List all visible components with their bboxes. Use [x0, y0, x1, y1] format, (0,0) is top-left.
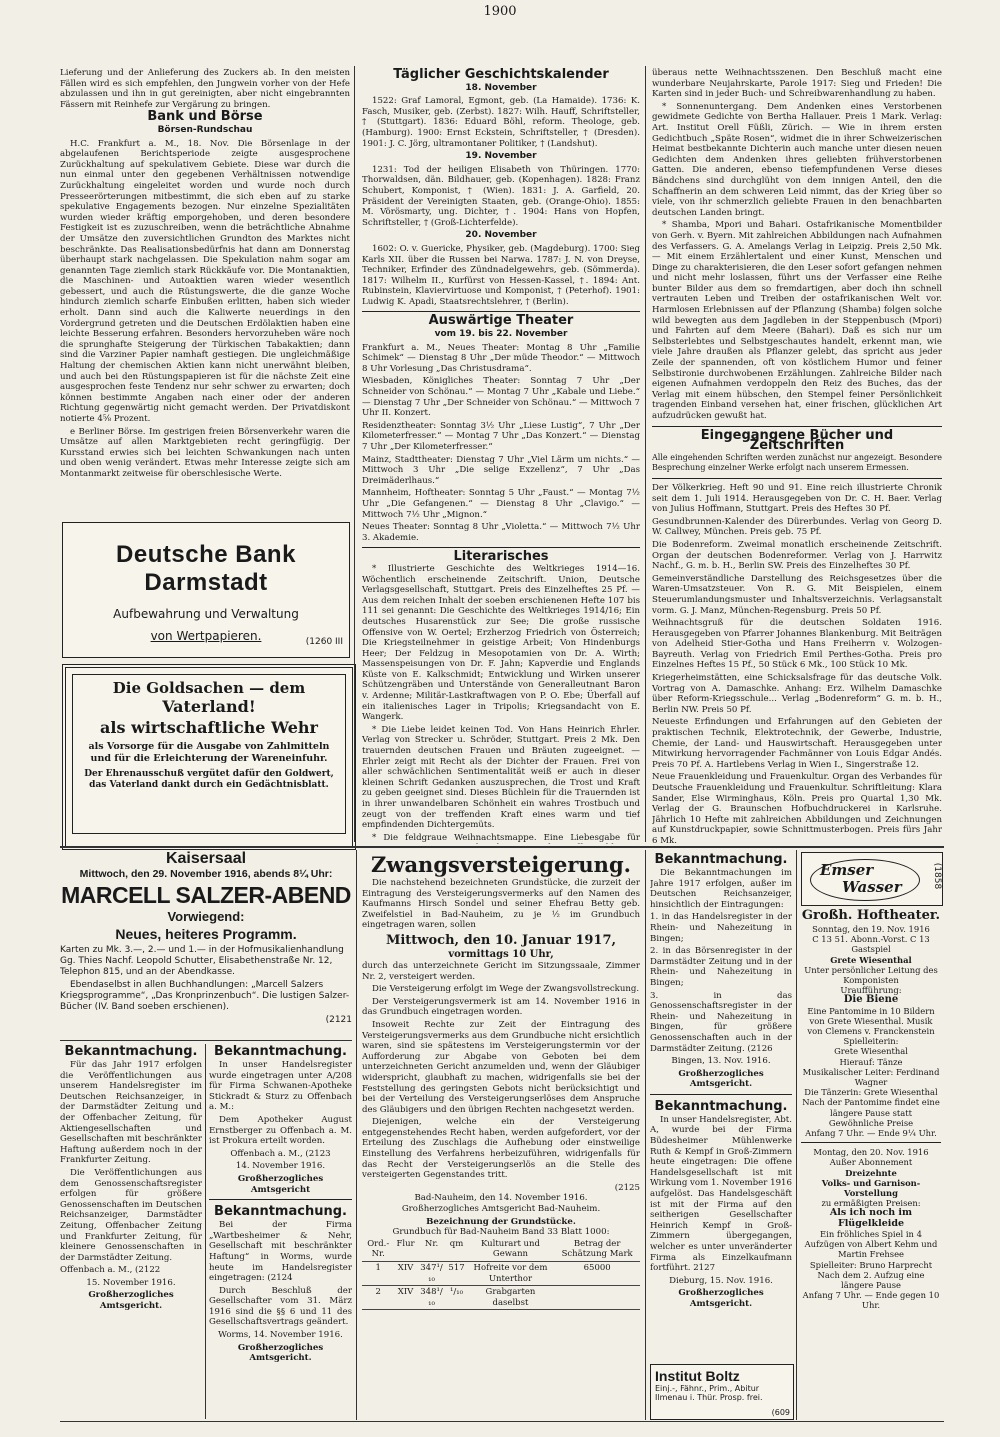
notice-place: Dieburg, 15. Nov. 1916.	[669, 1275, 773, 1286]
program-line: Grete Wiesenthal	[834, 1046, 908, 1057]
ad-body: Ebendaselbst in allen Buchhandlungen: „Marcell Salzers Kriegsprogramme“, „Das Kronprinzenbuch“. Die lustigen Salzer-Bücher (IV. Band soeben erschienen).	[60, 980, 350, 1012]
divider	[362, 311, 640, 312]
table-cell: XIV	[394, 1286, 416, 1310]
theater-entry: Frankfurt a. M., Neues Theater: Montag 8 Uhr „Familie Schimek“ — Dienstag 8 Uhr „Der müde Theodor.“ — Mittwoch 8 Uhr Vorlesung „Das Christusdrama“.	[362, 342, 640, 374]
notice-text: Bei der Firma „Wartbesheimer & Nehr, Gesellschaft mit beschränkter Haftung“ in Worms, wurde heute im Handelsregister eingetragen: (2124	[209, 1220, 352, 1284]
program-line: Gastspiel	[851, 944, 891, 955]
notice-text: Die Veröffentlichungen aus dem Genossenschaftsregister erfolgen für größere Genossenschaften im Deutschen Reichsanzeiger, Darmstädter Zeitung, Offenbacher Zeitung und Frankfurter Zeitung, für kleinere Genossenschaften in der Darmstädter Zeitung.	[60, 1167, 202, 1263]
column-bank-boerse	[60, 68, 350, 496]
literature-entry: * Illustrierte Geschichte des Weltkrieges 1914—16. Wöchentlich erscheinende Zeitschrift. Union, Deutsche Verlagsgesellschaft, Stuttgart. Preis des Einzelheftes 25 Pf. — Aus dem reichen Inhalt der soeben erschienenen Hefte 107 bis 111 sei genannt: Die Geschichte des Weltkrieges 1914/16; Ein deutsches Husarenstück zur See; Die große russische Offensive von W. Oertel; Erzherzog Friedrich von Österreich; Die Kriegsteilnehmer in geistige Arbeit; Von Hindenburgs Heer; Der Feldzug in Mesopotamien von Dr. A. Wirth; Massenspeisungen von Dr. F. Jahn; Kapverdie und Englands Küste von E. Kalkschmidt; Entwicklung und Wirken unserer Schützengräben und Unterstände von Generalleutnant Baron v. Ardenne; Militär-Lastkraftwagen von P. O. Ebe; Überfall auf ein italienisches Lager in Tripolis; Kriegsandacht von E. Wangerk.	[362, 563, 640, 723]
calendar-entry: 1602: O. v. Guericke, Physiker, geb. (Magdeburg). 1700: Sieg Karls XII. über die Russen bei Narwa. 1787: J. N. von Dreyse, Techniker, Erfinder des Zündnadelgewehrs, geb. (Sömmerda). 1817: Wilhelm II., Kurfürst von Hessen-Kassel, †. 1894: Ant. Rubinstein, Klaviervirtuose und Komponist, † (Peterhof). 1901: Ludwig K. Apadi, Staatsrechtslehrer, † (Berlin).	[362, 243, 640, 307]
auction-date: Mittwoch, den 10. Januar 1917,	[385, 932, 617, 948]
notice-signature: Großherzogliches Amtsgericht Bad-Nauheim.	[401, 1204, 601, 1215]
ad-line: Vaterland!	[162, 697, 256, 716]
calendar-date: 19. November	[465, 151, 537, 162]
intro-text: Lieferung und der Anlieferung des Zuckers ab. In den meisten Fällen wird es sich empfehlen, den Jungwein vorher von der Hefe abzulassen und ihn in gut gereinigten, aber nicht eingebrannten Fässern mit Reinhefe zur Vergärung zu bringen.	[60, 68, 350, 110]
notice-text: Insoweit Rechte zur Zeit der Eintragung des Versteigerungsvermerks aus dem Grundbuche nicht ersichtlich waren, sind sie spätestens im Versteigerungstermin vor der Aufforderung zur Abgabe von Geboten bei dem unterzeichneten Gericht anzumelden und, wenn der Gläubiger widerspricht, glaubhaft zu machen, widrigenfalls sie bei der Feststellung des geringsten Gebots nicht berücksichtigt und bei der Verteilung des Versteigerungserlöses dem Anspruche des Gläubigers und den übrigen Rechten nachgesetzt werden.	[362, 1019, 640, 1115]
notice-title: Zwangsversteigerung.	[371, 852, 631, 877]
book-entry: Neue Frauenkleidung und Frauenkultur. Organ des Verbandes für Deutsche Frauenkleidung und Frauenkultur. Schriftleitung: Klara Sander, Else Wirminghaus, Köln. Preis pro Quartal 1,30 Mk. Verlag der G. Braunschen Hofbuchdruckerei in Karlsruhe. Jährlich 10 Hefte mit zahlreichen Abbildungen und Zeichnungen auf Kunstdruckpapier, sowie Schnittmusterbogen. Preis fürs Jahr 6 Mk.	[652, 772, 942, 844]
notice-text: Der Versteigerungsvermerk ist am 14. November 1916 in das Grundbuch eingetragen worden.	[362, 996, 640, 1018]
section-divider	[60, 846, 944, 848]
table-cell: 347¹/₁₀	[417, 1262, 447, 1286]
notice-item: 2. in das Börsenregister in der Darmstädter Zeitung und in der Rhein- und Nahezeitung in Bingen;	[650, 946, 792, 988]
ad-ref: (1858	[931, 862, 942, 890]
section-subheading: Börsen-Rundschau	[157, 124, 253, 135]
program-line: C 13 51. Abonn.-Vorst. C 13	[812, 934, 930, 945]
notice-signature: Großherzogliches Amtsgericht.	[237, 1342, 324, 1364]
program-line: Hierauf: Tänze	[839, 1056, 903, 1067]
column-books	[652, 68, 942, 844]
book-entry: Der Völkerkrieg. Heft 90 und 91. Eine reich illustrierte Chronik seit dem 1. Juli 1914. Herausgegeben von Dr. C. H. Baer. Verlag von Julius Hoffmann, Stuttgart. Preis des Heftes 30 Pf.	[652, 482, 942, 515]
notice-title: Bekanntmachung.	[654, 852, 788, 867]
program-line: Volks- und Garnison-Vorstellung	[821, 1177, 921, 1199]
ad-sub: Neues, heiteres Programm.	[115, 926, 297, 942]
ad-institut-boltz	[650, 1364, 794, 1420]
notice-place: Worms, 14. November 1916.	[218, 1330, 343, 1341]
book-entry: Neueste Erfindungen und Erfahrungen auf den Gebieten der praktischen Technik, Elektrotechnik, der Gewerbe, Industrie, Chemie, der Land- und Hauswirtschaft. Herausgegeben unter Mitwirkung hervorragender Fachmänner von Louis Edgar Andés. Preis 70 Pf. A. Hartlebens Verlag in Wien I., Singerstraße 12.	[652, 717, 942, 770]
divider	[209, 1199, 352, 1200]
notice-text: Die nachstehend bezeichneten Grundstücke, die zurzeit der Eintragung des Versteigerungsvermerks auf den Namen des Kaufmanns Hirsch Sondel und seiner Ehefrau Betty geb. Zweifelstiel in Bad-Nauheim, zu je ½ im Grundbuch eingetragen waren, sollen	[362, 878, 640, 931]
notice-signature: Großherzogliches Amtsgericht.	[678, 1068, 764, 1090]
ad-line: Wasser	[842, 878, 902, 896]
program-date: Sonntag, den 19. Nov. 1916	[812, 924, 930, 934]
ad-ref: (609	[771, 1408, 790, 1417]
ad-kaisersaal	[60, 850, 352, 1036]
ad-deutsche-bank	[62, 522, 350, 658]
notice-date: 15. November 1916.	[86, 1277, 176, 1288]
divider	[652, 426, 942, 427]
book-entry: Die Bodenreform. Zweimal monatlich erscheinende Zeitschrift. Organ der deutschen Bodenreformer. Verlag von J. Harrwitz Nachf., G. m. b. H., Berlin SW. Preis des Einzelheftes 30 Pf.	[652, 539, 942, 572]
theater-title: Großh. Hoftheater.	[801, 908, 941, 923]
notice-title: Bekanntmachung.	[214, 1044, 347, 1059]
ad-line: Einj.-, Fähnr., Prim., Abitur	[655, 1384, 760, 1393]
notice-title: Bekanntmachung.	[214, 1204, 347, 1220]
theater-heading: Auswärtige Theater	[428, 313, 574, 329]
program-line: Nach der Pantomime findet eine längere Pause statt	[802, 1097, 940, 1118]
column-divider	[645, 66, 646, 842]
program-line: Uraufführung:	[840, 985, 902, 996]
bottom-rule	[60, 1421, 944, 1422]
book-entry: Gemeinverständliche Darstellung des Reichsgesetzes über die Waren-Umsatzsteuer. Von R. G. Mit Beispielen, einem Steuerumlandungsmuster und Inhaltsverzeichnis. Verlagsanstalt vorm. G. J. Manz, München-Regensburg. Preis 50 Pf.	[652, 573, 942, 616]
notice-title: Bekanntmachung.	[654, 1098, 788, 1114]
program-line: Anfang 7 Uhr. — Ende 9¼ Uhr.	[805, 1128, 937, 1139]
notice-item: 3. in das Genossenschaftsregister in der Rhein- und Nahezeitung in Bingen, für größere Genossenschaften auch in der Darmstädter Zeitung. (2126	[650, 990, 792, 1054]
ad-sub: Vorwiegend:	[167, 909, 245, 924]
ad-title: Institut Boltz	[655, 1368, 740, 1384]
notice-signature: Großherzogliches Amtsgericht	[237, 1173, 324, 1195]
ad-title: Deutsche Bank Darmstadt	[116, 541, 296, 596]
program-line: Grete Wiesenthal	[830, 954, 912, 965]
table-cell: 348¹/₁₀	[417, 1286, 447, 1310]
table-cell: Hofreite vor dem Unterthor	[467, 1262, 555, 1286]
calendar-date: 18. November	[465, 82, 537, 93]
table-cell: XIV	[394, 1262, 416, 1286]
notice-signature: Großherzogliches Amtsgericht.	[88, 1290, 174, 1312]
article-paragraph: H.C. Frankfurt a. M., 18. Nov. Die Börsenlage in der abgelaufenen Berichtsperiode zeigte ausgesprochene Zurückhaltung auf spekulativem Gebiete. Diese war durch die nun einmal unter den gegebenen Verhältnissen notwendige Zurückhaltung eingeleitet worden und wurde noch durch Presseerörterungen mitbestimmt, die sich eben auf zu starke spekulative Engagements bezogen. Nur einzelne Spezialitäten wurden wieder kräftig emporgehoben, und deren besondere Festigkeit ist es zuzuschreiben, wenn die beträchtliche Abnahme der Umsätze den zuversichtlichen Grundton des Marktes nicht beschränkte. Das Realisationsbedürfnis hat dann am Donnerstag überhaupt stark nachgelassen. Die Spekulation nahm sogar am genannten Tage ziemlich stark Rückkäufe vor. Die Montanaktien, die Maschinen- und Autoaktien waren wieder wesentlich gebessert, und auch die Rüstungswerte, die die ganze Woche hindurch ziemlich scharfe Einbußen erlitten, haben sich wieder erholt. Dann sind auch die Kaliwerte neuerdings in den Vordergrund getreten und die Deutschen Erdölaktien haben eine leichte Besserung erfahren. Besonders hervorzuheben wäre noch die sprunghafte Steigerung der Türkischen Tabakaktien; dann sind die Varziner Papier namhaft gestiegen. Die ungleichmäßige Haltung der chemischen Aktien kann nicht unerwähnt bleiben, und auch bei den Rüstungspapieren ist für die nächste Zeit eine ausgesprochen feste Tendenz nur sehr schwer zu erwarten; doch können bestimmte Angaben nach einer oder der anderen Richtung gegenwärtig nicht gemacht werden. Der Privatdiskont notierte 4⅝ Prozent.	[60, 138, 350, 424]
article-paragraph: e Berliner Börse. Im gestrigen freien Börsenverkehr waren die Umsätze auf allen Marktgebieten recht geringfügig. Der Kursstand erwies sich bei leichten Schwankungen nach unten und oben wenig verändert. Etwas mehr Interesse zeigte sich am Montanmarkt zeitweise für oberschlesische Werte.	[60, 426, 350, 479]
program-title: Als ich noch im Flügelkleide	[829, 1207, 913, 1229]
table-cell: 65000	[554, 1262, 640, 1286]
theater-entry: Mainz, Stadttheater: Dienstag 7 Uhr „Viel Lärm um nichts.“ — Mittwoch 3 Uhr „Die selige Exzellenz“, 7 Uhr „Das Dreimäderlhaus.“	[362, 454, 640, 486]
review-text: * Shamba, Mpori und Bahari. Ostafrikanische Momentbilder von Gerh. v. Byern. Mit zahlreichen Abbildungen nach Aufnahmen des Verfassers. G. A. Amelangs Verlag in Leipzig. Preis 2,50 Mk. — Mit einem Erzählertalent und einer Kunst, Menschen und Dinge zu charakterisieren, die den Leser sofort gefangen nehmen und nicht mehr loslassen, führt uns der Verfasser eine Reihe bunter Bilder aus dem so fremdartigen, aber doch ihn schnell vertrauten Leben und Treiben der ostafrikanischen Welt vor. Harmlosen Erlebnissen auf der Pflanzung (Shamba) folgen solche wild bewegten aus dem Jagdleben in der Steppenbusch (Mpori) und Fahrten auf dem Meere (Bahari). Daß es sich nur um Selbsterlebtes und Selbstgeschautes handelt, erkennt man, wie viele Jahre draußen als Pflanzer gelebt, das spricht aus jeder Zeile der spannenden, oft von köstlichem Humor und feiner Selbstironie durchwobenen Erzählungen. Zahlreiche Bilder nach eigenen Aufnahmen verdoppeln den Reiz des Buches, das der Verlag mit einem hübschen, den Stempel feiner Persönlichkeit tragenden Einband versehen hat, einer frischen, glücklichen Art aufzudrücken gewußt hat.	[652, 220, 942, 421]
notice-bingen	[650, 852, 792, 1360]
table-header: Nr.	[417, 1238, 447, 1262]
program-date: Montag, den 20. Nov. 1916	[813, 1147, 929, 1158]
ad-line: Aufbewahrung und Verwaltung	[113, 607, 299, 621]
notice-ref: (2125	[614, 1182, 640, 1193]
divider	[652, 478, 942, 479]
program-line: Unter persönlicher Leitung des Komponisten	[804, 964, 938, 986]
calendar-entry: 1231: Tod der heiligen Elisabeth von Thüringen. 1770: Thorwaldsen, dän. Bildhauer, geb. (Kopenhagen). 1828: Franz Schubert, Komponist, † (Wien). 1831: J. A. Garfield, 20. Präsident der Vereinigten Staaten, geb. (Orange-Ohio). 1855: M. Vörösmarty, ung. Dichter, †. 1904: Hans von Hopfen, Schriftsteller, † (Groß-Lichterfelde).	[362, 164, 640, 228]
table-header: Flur	[394, 1238, 416, 1262]
program-line: Spielleiterin:	[843, 1036, 899, 1047]
books-note: Alle eingehenden Schriften werden zunächst nur angezeigt. Besondere Besprechung einzelner Werke erfolgt nach unserem Ermessen.	[652, 452, 942, 473]
table-cell: 1	[362, 1262, 394, 1286]
ad-line: Die Goldsachen — dem	[112, 679, 306, 697]
page-number: 1900	[483, 4, 517, 19]
table-row	[362, 1262, 640, 1286]
notice-zwangsversteigerung	[362, 852, 640, 1420]
notice-item: 1. in das Handelsregister in der Rhein- und Nahezeitung in Bingen;	[650, 912, 792, 944]
table-cell: ¹/₁₀	[446, 1286, 466, 1310]
ad-ref: (1260 III	[305, 637, 343, 647]
review-text: überaus nette Weihnachtsszenen. Den Beschluß macht eine wunderbare Neujahrskarte, Parole 1917: Sieg und Frieden! Die Karten sind in jeder Buch- und Schreibwarenhandlung zu haben.	[652, 68, 942, 100]
theater-entry: Mannheim, Hoftheater: Sonntag 5 Uhr „Faust.“ — Montag 7½ Uhr „Die Gefangenen.“ — Dienstag 8 Uhr „Clavigo.“ — Mittwoch 7½ Uhr „Mignon.“	[362, 488, 640, 520]
column-divider	[796, 850, 797, 1420]
notice-place: Bad-Nauheim, den 14. November 1916.	[414, 1193, 588, 1204]
ad-emser-wasser	[801, 852, 943, 906]
divider	[801, 1142, 941, 1143]
program-line: Musikalischer Leiter: Ferdinand Wagner	[802, 1066, 940, 1088]
notice-date: 14. November 1916.	[235, 1161, 326, 1172]
program-line: Die Tänzerin: Grete Wiesenthal	[804, 1087, 938, 1098]
hoftheater-program	[801, 908, 941, 1420]
notice-text: durch das unterzeichnete Gericht im Sitzungssaale, Zimmer Nr. 2, versteigert werden.	[362, 960, 640, 982]
property-table	[362, 1238, 640, 1311]
table-header: Betrag der Schätzung Mark	[554, 1238, 640, 1262]
program-line: Anfang 7 Uhr. — Ende gegen 10 Uhr.	[802, 1290, 940, 1311]
column-divider	[205, 1044, 206, 1419]
table-header: Ord.-Nr.	[362, 1238, 394, 1262]
ad-date: Mittwoch, den 29. November 1916, abends 8¼ Uhr:	[79, 868, 333, 880]
ad-title: Kaisersaal	[165, 850, 247, 867]
ad-line: als Vorsorge für die Ausgabe von Zahlmitteln und für die Erleichterung der Wareneinfuhr.	[88, 741, 330, 764]
program-line: Außer Abonnement	[829, 1157, 913, 1168]
land-register: Grundbuch für Bad-Nauheim Band 33 Blatt 1000:	[392, 1227, 610, 1238]
table-cell	[554, 1286, 640, 1310]
notice-offenbach-1	[60, 1044, 202, 1419]
literature-heading: Literarisches	[453, 549, 549, 565]
divider	[650, 1094, 792, 1095]
notice-offenbach-2	[209, 1044, 352, 1419]
notice-text: Die Versteigerung erfolgt im Wege der Zwangsvollstreckung.	[372, 984, 640, 995]
column-calendar-theater	[362, 68, 640, 844]
table-cell: 517	[446, 1262, 466, 1286]
calendar-entry: 1522: Graf Lamoral, Egmont, geb. (La Hamaide). 1736: K. Fasch, Musiker, geb. (Zerbst). 1827: Wilh. Hauff, Schriftsteller, † (Stuttgart). 1836: Eduard Böhl, reform. Theologe, geb. (Hamburg). 1900: Ernst Eckstein, Schriftsteller, † (Dresden). 1901: J. C. Jörg, ultramontaner Politiker, † (Landshut).	[362, 96, 640, 149]
ad-body: Karten zu Mk. 3.—, 2.— und 1.— in der Hofmusikalienhandlung Gg. Thies Nachf. Leopold Schutter, Elisabethenstraße Nr. 12, Telephon 815, und an der Abendkasse.	[60, 945, 344, 977]
column-divider	[356, 850, 357, 1420]
notice-signature: Großherzogliches Amtsgericht.	[678, 1288, 764, 1309]
theater-subheading: vom 19. bis 22. November	[434, 329, 568, 340]
program-line: Dreizehnte	[845, 1167, 897, 1178]
notice-text: In unser Handelsregister wurde eingetragen unter A/208 für Firma Schwanen-Apotheke Stickradt & Sturz zu Offenbach a. M.:	[209, 1060, 352, 1113]
program-title: Die Biene	[843, 994, 899, 1006]
book-entry: Weihnachtsgruß für die deutschen Soldaten 1916. Herausgegeben von Pfarrer Johannes Blankenburg. Mit Beiträgen von Adelheid Stier-Gotha und Hans Freiherrn v. Wolzogen-Bayreuth. Verlag von Friedrich Emil Perthes-Gotha. Preis pro Einzelnes Heftes 15 Pf., 50 Stück 6 Mk., 100 Stück 10 Mk.	[652, 618, 942, 671]
table-header: qm	[446, 1238, 466, 1262]
calendar-heading: Täglicher Geschichtskalender	[393, 68, 609, 82]
notice-title: Bekanntmachung.	[64, 1044, 198, 1059]
table-header: Kulturart und Gewann	[467, 1238, 555, 1262]
literature-entry: * Die feldgraue Weihnachtsmappe. Eine Liebesgabe für	[372, 832, 640, 843]
table-header-row	[362, 1238, 640, 1262]
ad-line: als wirtschaftliche Wehr	[100, 718, 318, 737]
program-line: Ein fröhliches Spiel in 4 Aufzügen von Albert Kehm und Martin Frehsee	[804, 1228, 938, 1260]
book-entry: Kriegerheimstätten, eine Schicksalsfrage für das deutsche Volk. Vortrag von A. Damaschke. Anhang: Erz. Wilhelm Damaschke über Reform-Kriegsschule... Verlag „Bodenreform“ G. m. b. H., Berlin NW. Preis 50 Pf.	[652, 673, 942, 715]
ad-line: Der Ehrenausschuß vergütet dafür den Goldwert, das Vaterland dankt durch ein Gedächtnisblatt.	[84, 769, 334, 790]
notice-text: Durch Beschluß der Gesellschafter vom 31. März 1916 sind die §§ 6 und 11 des Gesellschaftsvertrags geändert.	[209, 1285, 352, 1328]
notice-place: Offenbach a. M., (2123	[230, 1148, 331, 1159]
ad-headline: MARCELL SALZER-ABEND	[61, 882, 351, 908]
program-line: Gewöhnliche Preise	[828, 1117, 914, 1128]
notice-text: Dem Apotheker August Ernstberger zu Offenbach a. M. ist Prokura erteilt worden.	[209, 1114, 352, 1147]
theater-entry: Wiesbaden, Königliches Theater: Sonntag 7 Uhr „Der Schneider von Schönau.“ — Montag 7 Uhr „Kabale und Liebe.“ — Dienstag 7 Uhr „Der Schneider von Schönau.“ — Mittwoch 7 Uhr II. Konzert.	[362, 376, 640, 419]
theater-entry: Residenztheater: Sonntag 3½ Uhr „Liese Lustig“, 7 Uhr „Der Kilometerfresser.“ — Montag 7 Uhr „Das Konzert.“ — Dienstag 7 Uhr „Der Kilometerfresser.“	[362, 420, 640, 452]
calendar-date: 20. November	[465, 230, 537, 241]
notice-text: Für das Jahr 1917 erfolgen die Veröffentlichungen aus unserem Handelsregister im Deutschen Reichsanzeiger, in der Darmstädter Zeitung und der Offenbacher Zeitung, für Aktiengesellschaften und Gesellschaften mit beschränkter Haftung außerdem noch in der Frankfurter Zeitung.	[60, 1060, 202, 1166]
ad-goldsachen	[62, 664, 356, 850]
auction-time: vormittags 10 Uhr,	[448, 948, 554, 960]
notice-place: Bingen, 13. Nov. 1916.	[671, 1056, 771, 1067]
review-text: * Sonnenuntergang. Dem Andenken eines Verstorbenen gewidmete Gedichte von Bertha Hallauer. Preis 1 Mark. Verlag: Art. Institut Orell Füßli, Zürich. — Wie in ihrem ersten Gedichtbuch „Späte Rosen“, widmet die in ihrer Schweizerischen Heimat bestbekannte Dichterin auch manche unter diesen neuen Gedichten dem Andenken ihres geliebten frühverstorbenen Gatten. Die anderen, ebenso tiefempfundenen Verse dieses Bändchens sind durchglüht von dem innigen Anteil, den die Schaffnerin an dem schweren Leid nimmt, das der Krieg über so viele, von ihr schmerzlich geliebte Frauen in den benachbarten deutschen Landen bringt.	[652, 101, 942, 218]
column-divider	[354, 66, 355, 842]
literature-entry: * Die Liebe leidet keinen Tod. Von Hans Heinrich Ehrler. Verlag von Strecker u. Schröder, Stuttgart. Preis 2 Mk. Den trauernden deutschen Frauen und Bräuten zugeeignet. — Ehrler zeigt mit Recht als der Dichter der Frauen. Frei von aller schwächlichen Sentimentalität weiß er auch in dieser kleinen Schrift Gedanken auszusprechen, die Trost und Kraft zu geben geeignet sind. Dieses Büchlein für die Trauernden ist in ihrer unwandelbaren Schönheit ein wahres Trostbuch und zeugt von der treffenden Kraft eines warm und tief empfindenden Dichtergemüts.	[362, 724, 640, 831]
section-heading: Bank und Börse	[147, 109, 263, 125]
table-cell: 2	[362, 1286, 394, 1310]
table-cell: Grabgarten daselbst	[467, 1286, 555, 1310]
program-line: Spielleiter: Bruno Harprecht	[809, 1259, 933, 1270]
book-entry: Gesundbrunnen-Kalender des Dürerbundes. Verlag von Georg D. W. Callwey, München. Preis geb. 75 Pf.	[652, 516, 942, 538]
property-heading: Bezeichnung der Grundstücke.	[426, 1216, 576, 1227]
ad-ref: (2121	[325, 1015, 352, 1025]
divider	[362, 547, 640, 548]
ad-line: Ilmenau i. Thür. Prosp. frei.	[655, 1393, 763, 1402]
notice-text: Die Bekanntmachungen im Jahre 1917 erfolgen, außer im Deutschen Reichsanzeiger, hinsichtlich der Eintragungen:	[650, 868, 792, 910]
program-line: Eine Pantomime in 10 Bildern von Grete Wiesenthal. Musik von Clemens v. Franckenstein	[807, 1005, 935, 1037]
column-divider	[645, 850, 646, 1420]
books-heading: Eingegangene Bücher und Zeitschriften	[700, 427, 894, 454]
table-row	[362, 1286, 640, 1310]
divider	[60, 1040, 352, 1041]
ad-line: von Wertpapieren.	[150, 629, 262, 643]
notice-text: In unser Handelsregister, Abt. A, wurde bei der Firma Büdesheimer Mühlenwerke Ruth & Kempf in Groß-Zimmern heute eingetragen: Die offene Handelsgesellschaft ist mit Wirkung vom 1. November 1916 aufgelöst. Das Handelsgeschäft ist mit der Firma auf den seitherigen Gesellschafter Heinrich Kempf in Groß-Zimmern übergegangen, welcher es unter unveränderter Firma als Einzelkaufmann fortführt. 2127	[650, 1114, 792, 1274]
notice-text: Diejenigen, welche ein der Versteigerung entgegenstehendes Recht haben, werden aufgefordert, vor der Erteilung des Zuschlags die Aufhebung oder einstweilige Einstellung des Verfahrens herbeizuführen, widrigenfalls für das Recht der Versteigerungserlös an die Stelle des versteigerten Gegenstandes tritt.	[362, 1117, 640, 1181]
ad-line: Emser	[820, 861, 874, 879]
program-line: Nach dem 2. Aufzug eine längere Pause	[817, 1269, 925, 1290]
theater-entry: Neues Theater: Sonntag 8 Uhr „Violetta.“ — Mittwoch 7½ Uhr 3. Akademie.	[362, 522, 640, 543]
program-line: zu ermäßigten Preisen:	[821, 1198, 921, 1209]
notice-place: Offenbach a. M., (2122	[60, 1265, 161, 1276]
